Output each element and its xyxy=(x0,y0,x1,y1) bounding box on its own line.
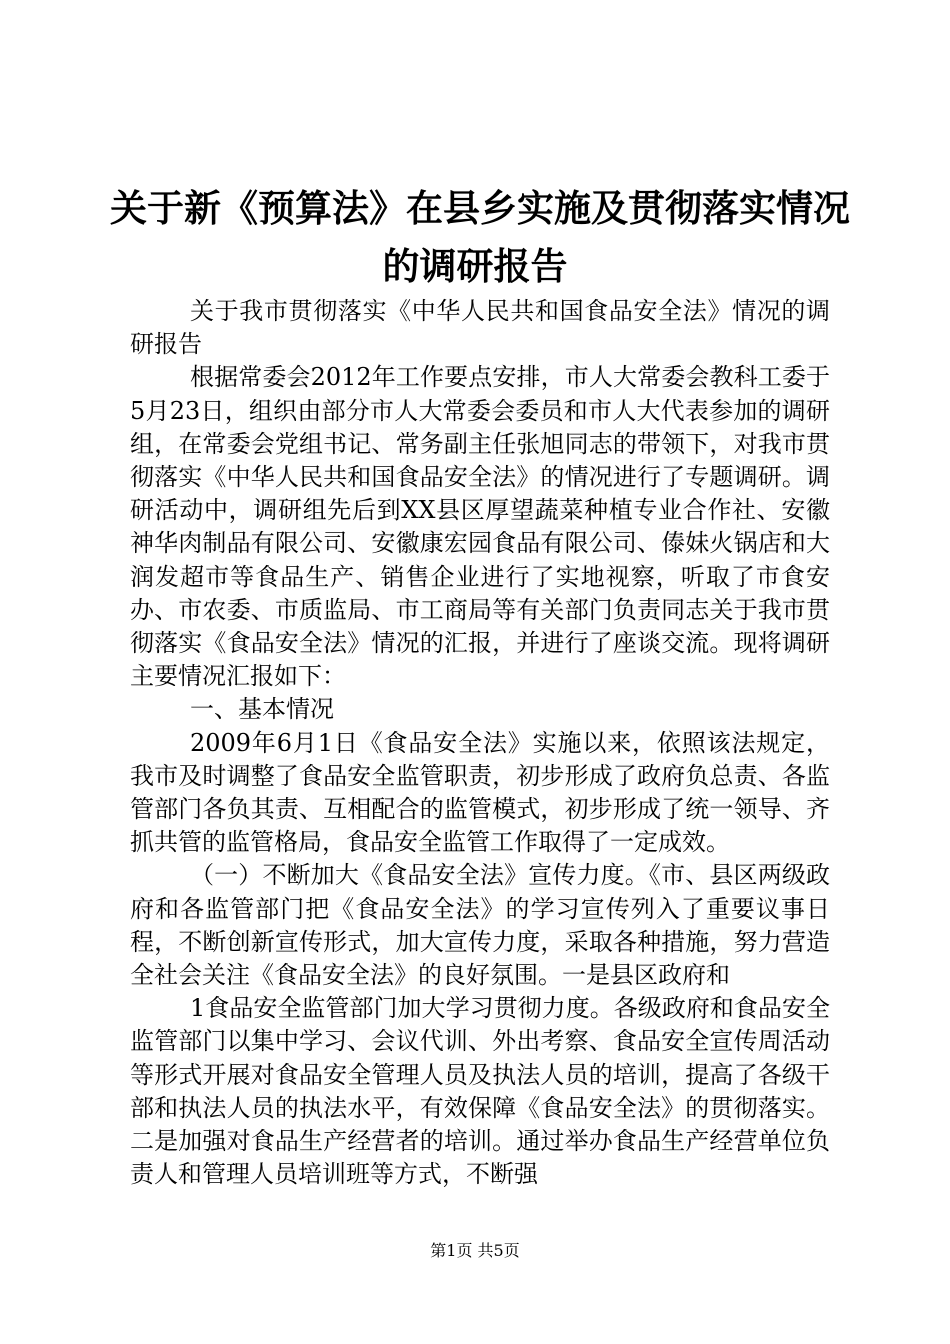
paragraph-publicity: （一）不断加大《食品安全法》宣传力度。《市、县区两级政府和各监管部门把《食品安全法》的学习宣传列入了重要议事日程，不断创新宣传形式，加大宣传力度，采取各种措施，努力营造全社会关注《食品安全法》的良好氛围。一是县区政府和 xyxy=(130,861,830,990)
paragraph-training: 1食品安全监管部门加大学习贯彻力度。各级政府和食品安全监管部门以集中学习、会议代训、外出考察、食品安全宣传周活动等形式开展对食品安全管理人员及执法人员的培训，提高了各级干部和执法人员的执法水平，有效保障《食品安全法》的贯彻落实。二是加强对食品生产经营者的培训。通过举办食品生产经营单位负责人和管理人员培训班等方式，不断强 xyxy=(130,994,830,1189)
section-heading-basic-situation: 一、基本情况 xyxy=(190,695,334,724)
document-body xyxy=(130,295,830,1191)
document-title-line-1: 关于新《预算法》在县乡实施及贯彻落实情况 xyxy=(110,186,850,230)
paragraph-report-heading: 关于我市贯彻落实《中华人民共和国食品安全法》情况的调研报告 xyxy=(130,297,830,359)
document-title-line-2: 的调研报告 xyxy=(382,244,568,288)
paragraph-intro: 根据常委会2012年工作要点安排，市人大常委会教科工委于5月23日，组织由部分市人大常委会委员和市人大代表参加的调研组，在常委会党组书记、常务副主任张旭同志的带领下，对我市贯彻落实《中华人民共和国食品安全法》的情况进行了专题调研。调研活动中，调研组先后到XX县区厚望蔬菜种植专业合作社、安徽神华肉制品有限公司、安徽康宏园食品有限公司、傣妹火锅店和大润发超市等食品生产、销售企业进行了实地视察，听取了市食安办、市农委、市质监局、市工商局等有关部门负责同志关于我市贯彻落实《食品安全法》情况的汇报，并进行了座谈交流。现将调研主要情况汇报如下： xyxy=(130,363,830,691)
page-footer: 第1页 共5页 xyxy=(430,1241,520,1260)
paragraph-basic-situation: 2009年6月1日《食品安全法》实施以来，依照该法规定，我市及时调整了食品安全监管职责，初步形成了政府负总责、各监管部门各负其责、互相配合的监管模式，初步形成了统一领导、齐抓共管的监管格局，食品安全监管工作取得了一定成效。 xyxy=(130,728,830,857)
